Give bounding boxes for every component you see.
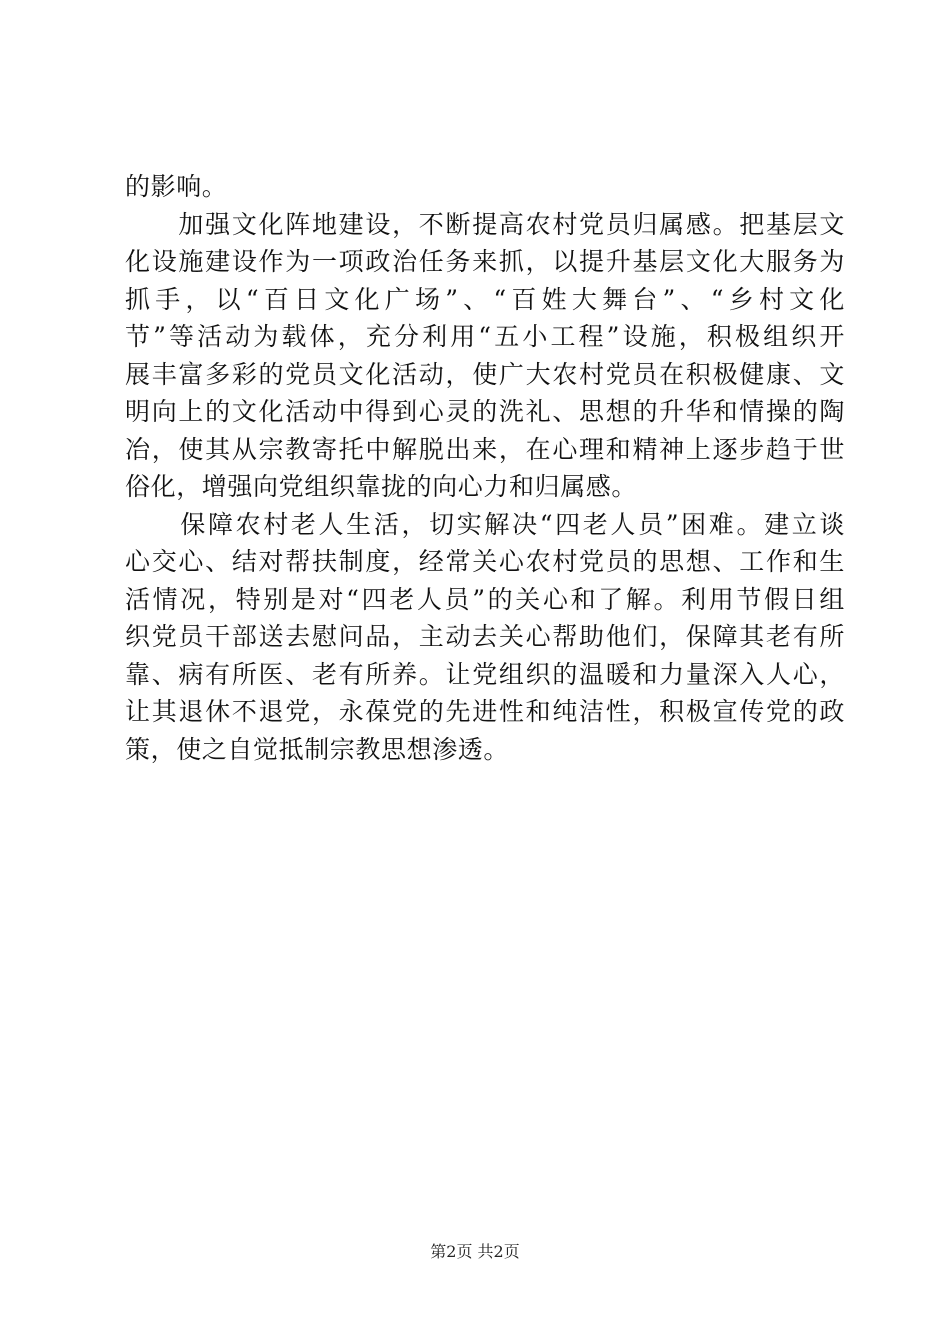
text-line: 靠、病有所医、老有所养。让党组织的温暖和力量深入人心， bbox=[125, 659, 845, 689]
text-line: 抓手，以“百日文化广场”、“百姓大舞台”、“乡村文化 bbox=[125, 284, 845, 314]
text-line: 心交心、结对帮扶制度，经常关心农村党员的思想、工作和生 bbox=[125, 547, 845, 576]
text-line: 明向上的文化活动中得到心灵的洗礼、思想的升华和情操的陶 bbox=[125, 397, 845, 426]
text-line: 让其退休不退党，永葆党的先进性和纯洁性，积极宣传党的政 bbox=[125, 697, 845, 726]
page-number: 第2页 共2页 bbox=[430, 1242, 520, 1261]
text-line: 保障农村老人生活，切实解决“四老人员”困难。建立谈 bbox=[125, 509, 845, 539]
body-text bbox=[125, 168, 845, 768]
text-line: 活情况，特别是对“四老人员”的关心和了解。利用节假日组 bbox=[125, 584, 845, 614]
text-line: 的影响。 bbox=[125, 172, 228, 201]
text-line: 冶，使其从宗教寄托中解脱出来，在心理和精神上逐步趋于世 bbox=[125, 434, 845, 464]
text-line: 俗化，增强向党组织靠拢的向心力和归属感。 bbox=[125, 472, 638, 501]
text-line: 化设施建设作为一项政治任务来抓，以提升基层文化大服务为 bbox=[125, 247, 845, 276]
text-line: 节”等活动为载体，充分利用“五小工程”设施，积极组织开 bbox=[125, 322, 845, 351]
text-line: 织党员干部送去慰问品，主动去关心帮助他们，保障其老有所 bbox=[125, 622, 845, 651]
text-line: 策，使之自觉抵制宗教思想渗透。 bbox=[125, 734, 510, 764]
text-line: 展丰富多彩的党员文化活动，使广大农村党员在积极健康、文 bbox=[125, 359, 845, 389]
text-line: 加强文化阵地建设，不断提高农村党员归属感。把基层文 bbox=[125, 209, 845, 239]
page-footer bbox=[0, 1242, 950, 1262]
